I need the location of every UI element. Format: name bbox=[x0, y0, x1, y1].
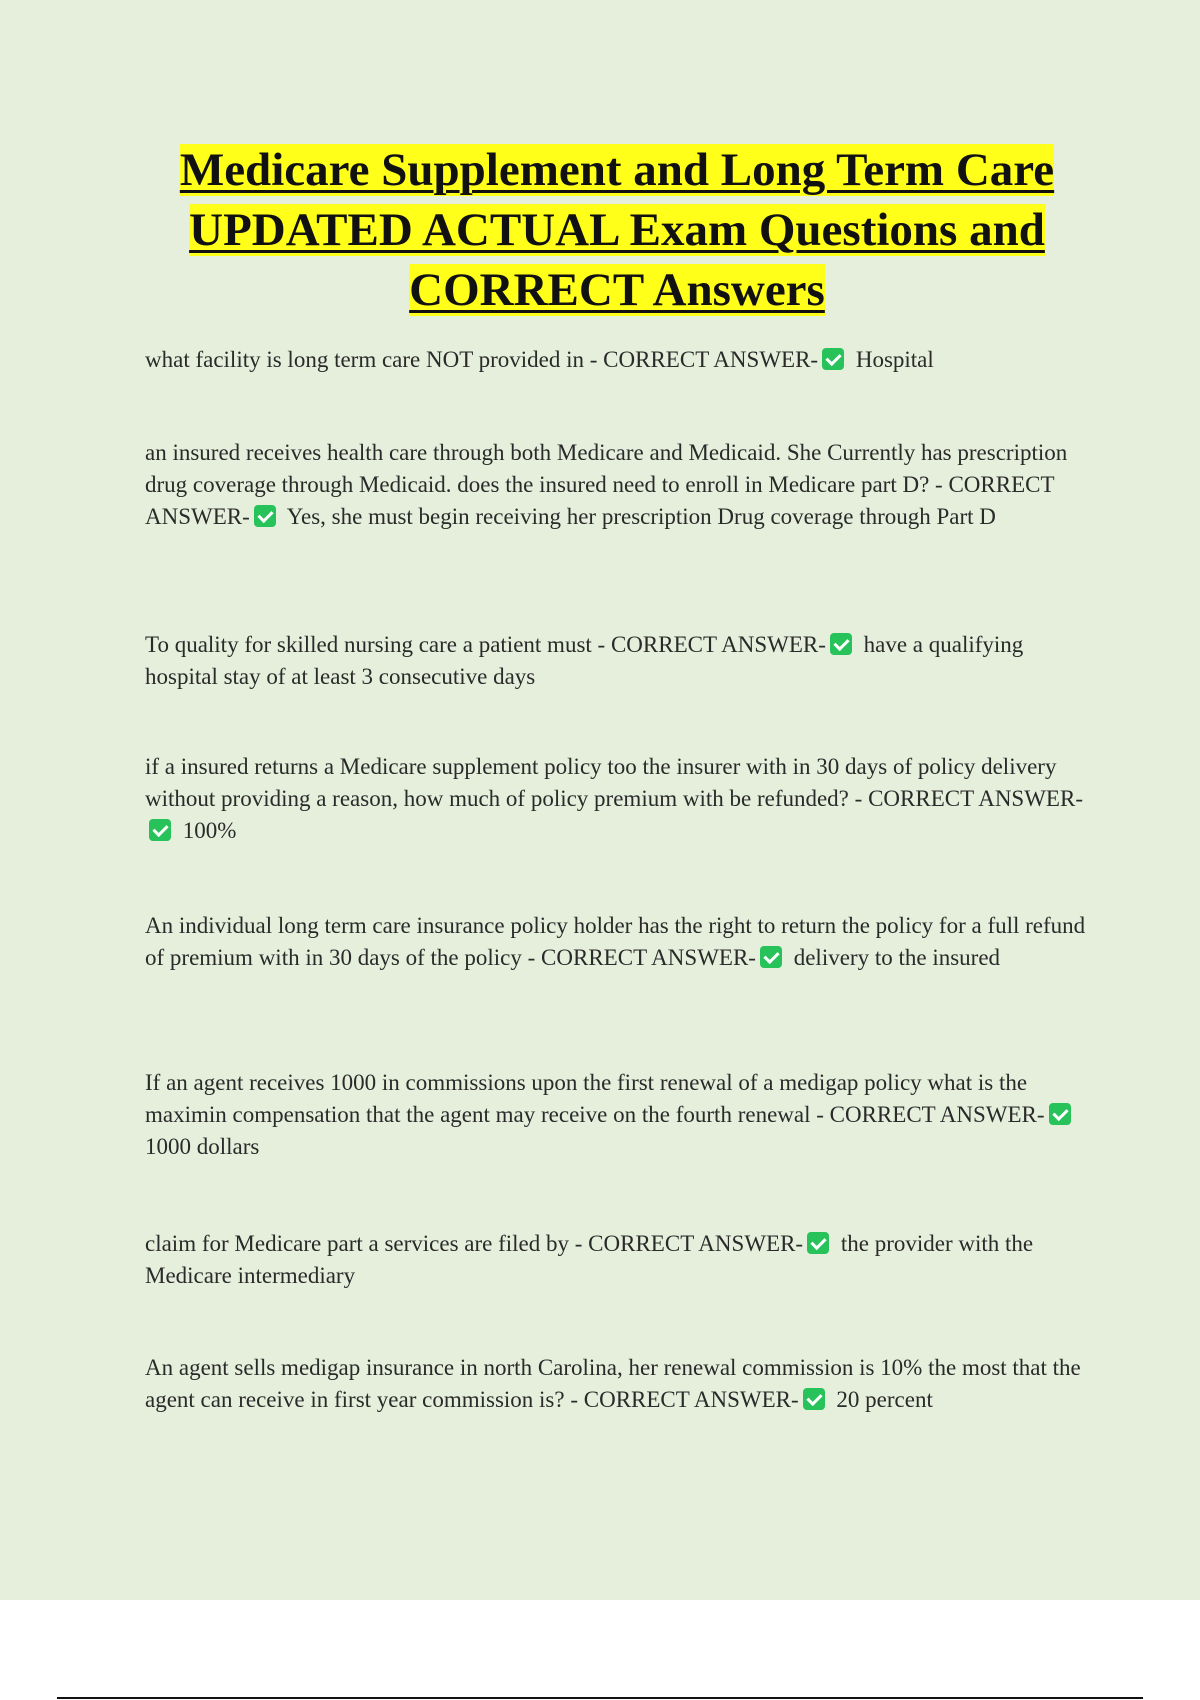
footer-divider bbox=[57, 1697, 1143, 1699]
answer-text: have a qualifying hospital stay of at least 3 consecutive days bbox=[145, 632, 1024, 689]
qa-item-7 bbox=[145, 1228, 1095, 1292]
answer-text: the provider with the Medicare intermediary bbox=[145, 1231, 1034, 1288]
answer-marker: - CORRECT ANSWER- bbox=[816, 1102, 1045, 1127]
question-text: To quality for skilled nursing care a patient must bbox=[145, 632, 592, 657]
qa-item-8 bbox=[145, 1352, 1095, 1416]
question-text: If an agent receives 1000 in commissions upon the first renewal of a medigap policy what is the maximin compensation that the agent may receive on the fourth renewal bbox=[145, 1070, 1028, 1127]
question-text: what facility is long term care NOT provided in bbox=[145, 347, 585, 372]
answer-marker: - CORRECT ANSWER- bbox=[597, 632, 826, 657]
check-box-icon bbox=[254, 505, 276, 527]
qa-item-2 bbox=[145, 437, 1095, 533]
check-box-icon bbox=[830, 633, 852, 655]
qa-item-4 bbox=[145, 751, 1095, 847]
answer-text: delivery to the insured bbox=[793, 945, 1001, 970]
answer-marker: - CORRECT ANSWER- bbox=[527, 945, 756, 970]
question-text: if a insured returns a Medicare supplement policy too the insurer with in 30 days of policy delivery without providing a reason, how much of policy premium with be refunded? bbox=[145, 754, 1057, 811]
check-box-icon bbox=[1049, 1103, 1071, 1125]
answer-text: 100% bbox=[182, 818, 237, 843]
answer-marker: - CORRECT ANSWER- bbox=[574, 1231, 804, 1256]
check-box-icon bbox=[807, 1232, 829, 1254]
answer-marker: - CORRECT ANSWER- bbox=[854, 786, 1083, 811]
qa-item-6 bbox=[145, 1067, 1095, 1163]
question-text: an insured receives health care through both Medicare and Medicaid. She Currently has prescription drug coverage through Medicaid. does the insured need to enroll in Medicare part D? bbox=[145, 440, 1068, 497]
qa-item-3 bbox=[145, 629, 1095, 693]
check-box-icon bbox=[803, 1388, 825, 1410]
answer-text: 1000 dollars bbox=[145, 1134, 260, 1159]
answer-text: 20 percent bbox=[836, 1387, 933, 1412]
question-text: An agent sells medigap insurance in north Carolina, her renewal commission is 10% the most that the agent can receive in first year commission is? bbox=[145, 1355, 1081, 1412]
answer-text: Hospital bbox=[855, 347, 934, 372]
qa-item-1 bbox=[145, 344, 1095, 376]
document-title-text: Medicare Supplement and Long Term Care UPDATED ACTUAL Exam Questions and CORRECT Answers bbox=[179, 144, 1055, 316]
qa-item-5 bbox=[145, 910, 1095, 974]
answer-marker: - CORRECT ANSWER- bbox=[145, 472, 1055, 529]
check-box-icon bbox=[760, 946, 782, 968]
check-box-icon bbox=[149, 819, 171, 841]
answer-marker: - CORRECT ANSWER- bbox=[570, 1387, 799, 1412]
question-text: claim for Medicare part a services are filed by bbox=[145, 1231, 570, 1256]
answer-text: Yes, she must begin receiving her prescription Drug coverage through Part D bbox=[286, 504, 996, 529]
check-box-icon bbox=[822, 348, 844, 370]
answer-marker: - CORRECT ANSWER- bbox=[589, 347, 819, 372]
question-text: An individual long term care insurance policy holder has the right to return the policy for a full refund of premium with in 30 days of the policy bbox=[145, 913, 1086, 970]
document-title bbox=[100, 140, 1134, 320]
